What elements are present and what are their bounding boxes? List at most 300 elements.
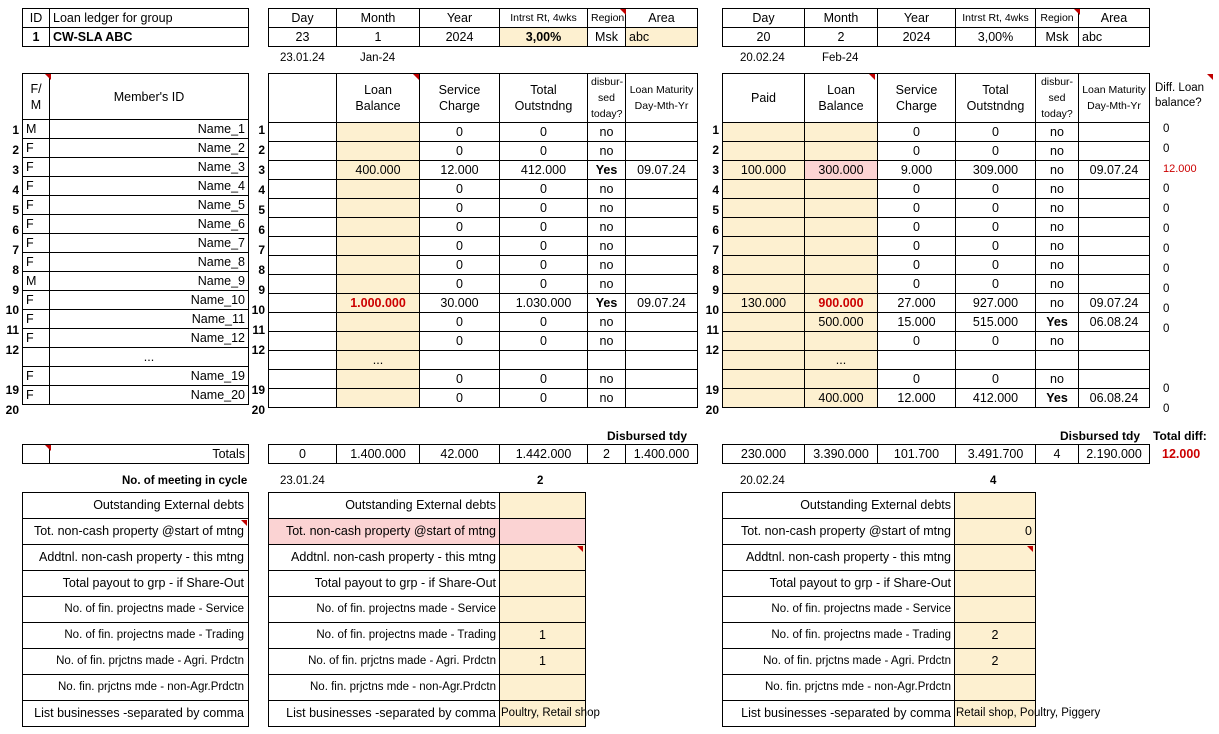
disbursed-cell: no [588,256,626,275]
meeting1-header-row [269,74,698,123]
members-meeting1-table [268,73,698,408]
m2-year[interactable]: 2024 [878,28,956,47]
bottom-row [723,493,1036,519]
disbursed-header: disbur- sed today? [588,74,626,123]
service-charge-cell: 0 [420,389,500,408]
year-label: Year [420,9,500,28]
row-number: 4 [12,183,19,197]
table-row [723,218,1150,237]
loan-balance-cell[interactable] [805,370,878,389]
maturity-cell [1079,180,1150,199]
gender-cell[interactable]: F [23,215,50,234]
bottom-value-cell[interactable]: Retail shop, Poultry, Piggery [955,701,1036,727]
disbursed-cell: no [1036,161,1079,180]
row-number: 4 [258,183,265,197]
blank-cell [269,313,337,332]
loan-balance-cell[interactable] [805,237,878,256]
fm-header: F/ M [23,74,50,120]
row-number: 2 [712,143,719,157]
loan-balance-cell[interactable]: ... [337,351,420,370]
members-id-table [22,73,249,405]
comment-marker-icon [1027,546,1033,552]
table-row [723,332,1150,351]
maturity-cell [626,313,698,332]
service-charge-cell: 0 [420,199,500,218]
member-name-cell[interactable]: Name_12 [50,329,249,348]
row-number: 3 [258,163,265,177]
gender-cell[interactable]: F [23,367,50,386]
blank-cell [269,275,337,294]
paid-cell[interactable]: 100.000 [723,161,805,180]
bottom-row [269,623,586,649]
service-charge-cell: 0 [420,142,500,161]
bottom-row [723,519,1036,545]
paid-cell[interactable] [723,313,805,332]
member-id-header: Member's ID [50,74,249,120]
disbursed-cell: no [1036,199,1079,218]
member-name-cell[interactable]: Name_6 [50,215,249,234]
row-number: 5 [712,203,719,217]
bottom-meeting1-table [268,492,600,727]
month-label: Month [337,9,420,28]
bottom-label-cell: Total payout to grp - if Share-Out [269,571,500,597]
total-outstanding-cell: 0 [500,180,588,199]
comment-marker-icon [869,74,875,80]
member-name-cell[interactable]: Name_3 [50,158,249,177]
maturity-cell [626,142,698,161]
totals-m2-paid: 230.000 [723,445,805,464]
row-number: 9 [712,283,719,297]
bottom-value-cell[interactable] [500,597,586,623]
paid-cell[interactable] [723,370,805,389]
group-name[interactable]: CW-SLA ABC [50,28,249,47]
table-row [269,370,698,389]
blank-cell [269,123,337,142]
row-number: 20 [705,403,719,417]
m2-date-text: 20.02.24 [740,52,785,64]
bottom-value-cell[interactable]: 2 [955,623,1036,649]
bottom-label-cell: Total payout to grp - if Share-Out [23,571,249,597]
blank-cell [269,256,337,275]
gender-cell[interactable]: M [23,120,50,139]
total-outstanding-cell: 0 [500,370,588,389]
year-label: Year [878,9,956,28]
bottom-value-cell[interactable]: 1 [500,623,586,649]
maturity-cell [626,370,698,389]
loan-balance-cell[interactable] [805,180,878,199]
service-charge-cell: 0 [878,237,956,256]
diff-value: 0 [1163,263,1170,275]
disbursed-cell: no [1036,370,1079,389]
gender-cell[interactable]: M [23,272,50,291]
loan-balance-header: Loan Balance [337,74,420,123]
service-charge-cell: 0 [420,313,500,332]
disbursed-cell [588,351,626,370]
paid-cell[interactable] [723,237,805,256]
service-charge-cell: 0 [420,237,500,256]
member-name-cell[interactable]: Name_9 [50,272,249,291]
m1-month[interactable]: 1 [337,28,420,47]
total-outstanding-cell: 0 [500,313,588,332]
table-row [23,215,249,234]
bottom-row [723,545,1036,571]
bottom-row [269,675,586,701]
bottom-value-cell[interactable] [500,493,586,519]
bottom-value-cell[interactable]: Poultry, Retail shop [500,701,586,727]
gender-cell[interactable]: F [23,310,50,329]
bottom-label-cell: List businesses -separated by comma [23,701,249,727]
loan-balance-cell[interactable]: 400.000 [805,389,878,408]
m1-rate[interactable]: 3,00% [500,28,588,47]
meeting1-date-table [268,8,698,47]
total-outstanding-cell: 0 [500,142,588,161]
bottom-label-cell: Addtnl. non-cash property - this mtng [269,545,500,571]
members-meeting2-table [722,73,1150,408]
row-number: 20 [5,403,19,417]
row-number: 7 [12,243,19,257]
bottom-value-cell[interactable] [500,545,586,571]
gender-cell[interactable]: F [23,253,50,272]
row-number: 6 [12,223,19,237]
disbursed-cell: no [1036,142,1079,161]
service-charge-cell: 0 [878,370,956,389]
loan-balance-cell[interactable]: ... [805,351,878,370]
bottom-row [23,675,249,701]
maturity-cell: 09.07.24 [1079,294,1150,313]
member-name-cell[interactable]: Name_8 [50,253,249,272]
loan-balance-cell[interactable] [805,218,878,237]
disbursed-cell: no [1036,180,1079,199]
member-name-cell[interactable]: Name_4 [50,177,249,196]
total-outstanding-cell: 1.030.000 [500,294,588,313]
table-row [269,351,698,370]
loan-balance-cell[interactable] [805,142,878,161]
table-row [723,275,1150,294]
gender-cell[interactable]: F [23,177,50,196]
loan-balance-cell[interactable]: 900.000 [805,294,878,313]
row-number: 4 [712,183,719,197]
diff-value: 0 [1163,123,1170,135]
loan-balance-cell[interactable] [337,180,420,199]
paid-cell[interactable] [723,142,805,161]
gender-cell[interactable]: F [23,196,50,215]
totals-m1-service: 42.000 [420,445,500,464]
diff-value: 0 [1163,143,1170,155]
m1-area[interactable]: abc [626,28,698,47]
bottom-row [23,519,249,545]
row-number: 20 [251,403,265,417]
gender-cell[interactable]: F [23,234,50,253]
m1-year[interactable]: 2024 [420,28,500,47]
table-row [23,310,249,329]
bottom-value-cell[interactable] [500,675,586,701]
loan-balance-cell[interactable] [805,256,878,275]
disbursed-today-label: Disbursed tdy [607,429,688,443]
paid-cell[interactable] [723,123,805,142]
row-number: 9 [12,283,19,297]
total-outstanding-cell: 0 [956,123,1036,142]
bottom-row [269,493,586,519]
disbursed-cell: no [588,123,626,142]
maturity-cell [1079,199,1150,218]
paid-cell[interactable] [723,351,805,370]
id-label: ID [23,9,50,28]
paid-cell[interactable] [723,256,805,275]
loan-balance-cell[interactable] [805,275,878,294]
disbursed-header: disbur- sed today? [1036,74,1079,123]
diff-value: 0 [1163,223,1170,235]
region-label: Region [588,9,626,28]
service-charge-cell: 12.000 [878,389,956,408]
table-row [269,199,698,218]
member-name-cell[interactable]: ... [50,348,249,367]
table-row [723,142,1150,161]
disbursed-cell: Yes [588,294,626,313]
service-charge-cell: 12.000 [420,161,500,180]
row-number: 12 [5,343,19,357]
maturity-cell [1079,351,1150,370]
disbursed-cell: no [588,199,626,218]
m2-day[interactable]: 20 [723,28,805,47]
bottom-value-cell[interactable] [955,597,1036,623]
m1-day[interactable]: 23 [269,28,337,47]
paid-cell[interactable]: 130.000 [723,294,805,313]
disbursed-cell: no [588,142,626,161]
bottom-value-cell[interactable] [955,493,1036,519]
table-row [269,275,698,294]
totals-m1-outstanding: 1.442.000 [500,445,588,464]
gender-cell[interactable]: F [23,139,50,158]
loan-balance-cell[interactable] [337,332,420,351]
bottom-label-cell: List businesses -separated by comma [269,701,500,727]
member-name-cell[interactable]: Name_11 [50,310,249,329]
bottom-value-cell[interactable]: 0 [955,519,1036,545]
table-row [23,253,249,272]
bottom-row [269,701,586,727]
gender-cell[interactable]: F [23,158,50,177]
total-outstanding-header: Total Outstndng [500,74,588,123]
bottom-label-cell: Addtnl. non-cash property - this mtng [23,545,249,571]
loan-balance-cell[interactable] [337,256,420,275]
row-number: 12 [251,343,265,357]
comment-marker-icon [1074,9,1080,15]
member-name-cell[interactable]: Name_2 [50,139,249,158]
paid-cell[interactable] [723,180,805,199]
service-charge-cell: 0 [420,370,500,389]
paid-cell[interactable] [723,389,805,408]
bottom-label-cell: No. of fin. projectns made - Trading [723,623,955,649]
members-header-row [23,74,249,120]
bottom-label-cell: Outstanding External debts [23,493,249,519]
gender-cell[interactable] [23,348,50,367]
m2-area[interactable]: abc [1079,28,1150,47]
row-number: 7 [258,243,265,257]
paid-cell[interactable] [723,332,805,351]
comment-marker-icon [241,520,247,526]
rate-label: Intrst Rt, 4wks [500,9,588,28]
bottom-value-cell[interactable] [500,571,586,597]
total-outstanding-cell [956,351,1036,370]
maturity-cell: 06.08.24 [1079,389,1150,408]
cycle-m1-number: 2 [537,475,544,487]
maturity-cell [626,237,698,256]
service-charge-cell: 0 [420,180,500,199]
paid-cell[interactable] [723,199,805,218]
loan-balance-cell[interactable] [337,218,420,237]
table-row [269,161,698,180]
table-row [723,370,1150,389]
loan-balance-cell[interactable] [337,313,420,332]
member-name-cell[interactable]: Name_7 [50,234,249,253]
member-name-cell[interactable]: Name_1 [50,120,249,139]
disbursed-cell: no [588,275,626,294]
blank-cell [269,142,337,161]
table-row [23,329,249,348]
gender-cell[interactable]: F [23,386,50,405]
blank-header [269,74,337,123]
service-charge-cell: 0 [420,332,500,351]
service-charge-cell: 0 [878,123,956,142]
paid-cell[interactable] [723,275,805,294]
bottom-row [23,597,249,623]
total-outstanding-cell: 0 [956,142,1036,161]
bottom-label-cell: No. of fin. projectns made - Trading [269,623,500,649]
disbursed-cell: no [588,218,626,237]
service-charge-cell: 0 [878,180,956,199]
table-row [269,332,698,351]
member-name-cell[interactable]: Name_19 [50,367,249,386]
loan-balance-cell[interactable]: 400.000 [337,161,420,180]
loan-balance-cell[interactable] [805,332,878,351]
meeting-cycle-label: No. of meeting in cycle [122,475,248,487]
bottom-label-cell: No. fin. prjctns mde - non-Agr.Prdctn [23,675,249,701]
blank-cell [269,332,337,351]
total-outstanding-cell: 0 [500,123,588,142]
disbursed-cell: no [1036,218,1079,237]
service-charge-cell: 0 [878,332,956,351]
totals-m2-outstanding: 3.491.700 [956,445,1036,464]
table-row [23,196,249,215]
total-outstanding-cell: 0 [500,199,588,218]
diff-value: 0 [1163,183,1170,195]
loan-balance-cell[interactable] [337,370,420,389]
loan-balance-cell[interactable] [337,275,420,294]
maturity-cell [1079,256,1150,275]
bottom-value-cell[interactable] [500,519,586,545]
bottom-label-cell: No. of fin. projectns made - Service [23,597,249,623]
service-charge-header: Service Charge [420,74,500,123]
maturity-cell: 09.07.24 [626,161,698,180]
m2-month-text: Feb-24 [822,52,859,64]
loan-balance-cell[interactable] [337,237,420,256]
row-number: 5 [258,203,265,217]
m2-rate[interactable]: 3,00% [956,28,1036,47]
bottom-label-cell: Tot. non-cash property @start of mtng [269,519,500,545]
blank-cell [269,199,337,218]
m1-region[interactable]: Msk [588,28,626,47]
loan-balance-cell[interactable] [805,199,878,218]
bottom-label-cell: Outstanding External debts [269,493,500,519]
total-diff-value: 12.000 [1162,447,1201,461]
diff-value: 0 [1163,203,1170,215]
bottom-row [269,519,586,545]
meeting2-header-row [723,74,1150,123]
loan-balance-cell[interactable] [337,123,420,142]
service-charge-cell: 0 [878,256,956,275]
total-outstanding-cell: 0 [956,237,1036,256]
loan-balance-cell[interactable]: 1.000.000 [337,294,420,313]
loan-balance-cell[interactable] [805,123,878,142]
loan-balance-cell[interactable] [337,389,420,408]
table-row [269,142,698,161]
bottom-label-cell: No. fin. prjctns mde - non-Agr.Prdctn [723,675,955,701]
table-row [269,123,698,142]
group-id[interactable]: 1 [23,28,50,47]
member-name-cell[interactable]: Name_20 [50,386,249,405]
diff-value: 0 [1163,323,1170,335]
table-row [23,158,249,177]
loan-balance-cell[interactable] [337,142,420,161]
bottom-value-cell[interactable] [955,545,1036,571]
maturity-cell: 09.07.24 [626,294,698,313]
m2-month[interactable]: 2 [805,28,878,47]
total-outstanding-cell [500,351,588,370]
blank-cell [269,180,337,199]
blank-cell [269,294,337,313]
bottom-value-cell[interactable] [955,675,1036,701]
bottom-row [723,701,1036,727]
table-row [723,294,1150,313]
bottom-value-cell[interactable]: 2 [955,649,1036,675]
row-number: 19 [5,383,19,397]
row-number: 10 [251,303,265,317]
totals-m1-count: 2 [588,445,626,464]
member-name-cell[interactable]: Name_10 [50,291,249,310]
gender-cell[interactable]: F [23,291,50,310]
service-charge-cell: 0 [420,275,500,294]
service-charge-cell: 0 [878,199,956,218]
table-row [723,313,1150,332]
bottom-label-cell: Tot. non-cash property @start of mtng [23,519,249,545]
totals-m1-col0: 0 [269,445,337,464]
table-row [23,120,249,139]
loan-balance-cell[interactable] [337,199,420,218]
row-number: 11 [252,323,265,337]
blank-cell [269,218,337,237]
disbursed-cell: no [588,180,626,199]
bottom-value-cell[interactable] [955,571,1036,597]
service-charge-cell: 15.000 [878,313,956,332]
maturity-cell [1079,370,1150,389]
loan-balance-cell[interactable]: 500.000 [805,313,878,332]
table-row [269,294,698,313]
table-row [723,123,1150,142]
comment-marker-icon [45,445,51,451]
gender-cell[interactable]: F [23,329,50,348]
row-number: 8 [258,263,265,277]
bottom-row [723,675,1036,701]
comment-marker-icon [45,74,51,80]
totals-m2-service: 101.700 [878,445,956,464]
bottom-value-cell[interactable]: 1 [500,649,586,675]
m2-region[interactable]: Msk [1036,28,1079,47]
bottom-label-cell: No. of fin. projectns made - Service [723,597,955,623]
bottom-label-cell: Outstanding External debts [723,493,955,519]
paid-cell[interactable] [723,218,805,237]
bottom-label-cell: Total payout to grp - if Share-Out [723,571,955,597]
member-name-cell[interactable]: Name_5 [50,196,249,215]
loan-balance-cell[interactable]: 300.000 [805,161,878,180]
